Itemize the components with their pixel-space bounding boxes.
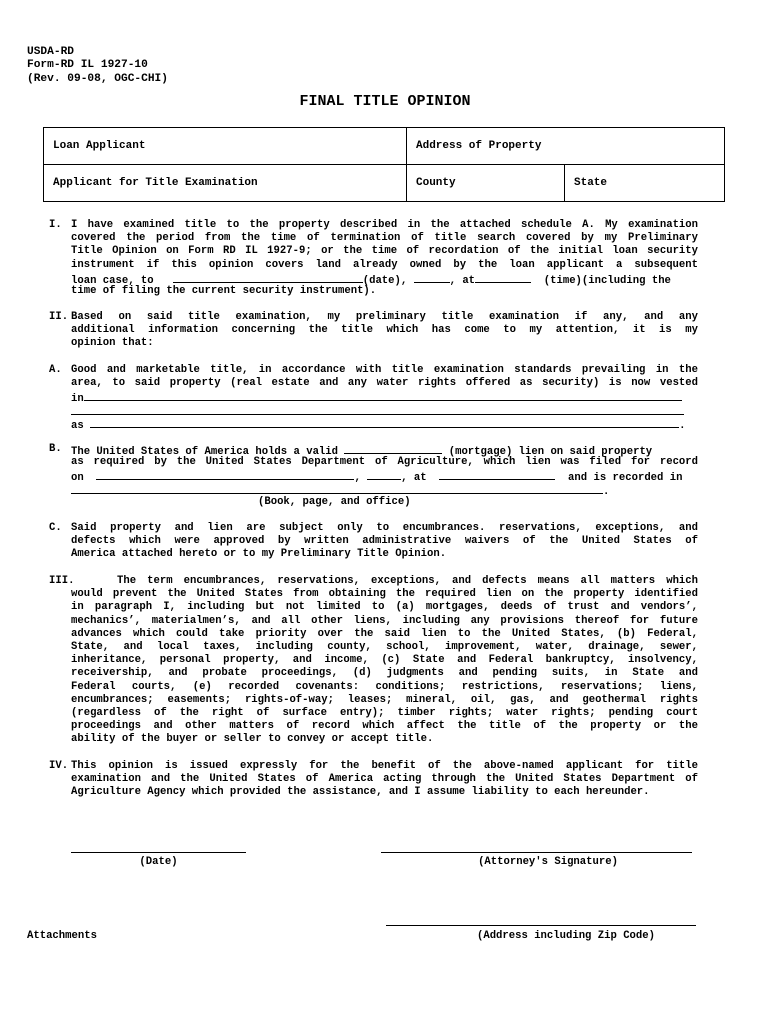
section-i-line: Title Opinion on Form RD IL 1927-9; or the time of recordation of the initial loan security [71,245,698,258]
section-b-book-line [71,483,698,496]
section-b-number: B. [49,443,62,455]
date-blank[interactable] [173,272,363,283]
section-i-line: time of filing the current security instrument). [71,284,377,297]
section-b-line: as required by the United States Department of Agriculture, which lien was filed for record [71,456,698,469]
section-a-text-fragment: in [71,393,84,406]
section-a-vested-line [71,390,698,406]
section-c-number: C. [49,522,62,534]
section-b-record-line [71,469,698,485]
attachments-label: Attachments [27,930,97,942]
section-i-text-fragment: , at [449,274,476,287]
record-year-blank[interactable] [367,469,401,480]
loan-applicant-field[interactable]: Loan Applicant [44,128,407,165]
section-a-as-line [71,417,698,430]
section-b-text-fragment: on [71,472,84,485]
section-iii-line: State, and local taxes, including county, school, improvement, water, drainage, sewer, [71,640,698,653]
section-ii-text [71,311,698,351]
section-iii-line: Federal courts, (e) recorded covenants: conditions; restrictions, reservations; liens, [71,680,698,693]
section-ii-line: additional information concerning the title which has come to my attention, it is my [71,324,698,337]
section-ii-line: opinion that: [71,337,154,350]
section-iii-line: in paragraph I, including but not limited to (a) mortgages, deeds of trust and vendors’, [71,601,698,614]
state-field[interactable]: State [565,165,725,202]
form-header [27,46,168,86]
section-b-end: . [603,485,610,498]
attorney-signature-line[interactable] [381,852,692,853]
attorney-signature-label: (Attorney's Signature) [478,856,618,868]
vested-in-blank-2[interactable] [71,404,684,415]
date-signature-line[interactable] [71,852,246,853]
section-b-text-fragment: (mortgage) lien on said property [448,446,653,458]
applicant-info-table [43,127,725,202]
section-i-line-with-blanks [71,272,698,285]
section-b-text [71,443,698,509]
section-iii-line: encumbrances; easements; rights-of-way; leases; mineral, oil, gas, and geothermal rights [71,693,698,706]
lien-type-blank[interactable] [344,443,442,454]
section-iii-number: III. [49,575,75,587]
section-a-line: Good and marketable title, in accordance with title examination standards prevailing in the [71,364,698,376]
header-agency: USDA-RD [27,46,74,58]
section-a-end: . [679,419,686,432]
section-iii-line: proceedings and other matters of record which affect the title of the property or the [71,720,698,733]
header-revision: (Rev. 09-08, OGC-CHI) [27,72,168,85]
section-iii-line: (regardless of the right of surface entry); timber rights; water rights; pending court [71,706,698,719]
section-b-text-fragment: , [354,472,361,485]
section-iii-line: mechanics’, materialmen’s, and all other liens, including any provisions thereof for future [71,614,698,627]
section-iv-line: examination and the United States of America acting through the United States Department of [71,773,698,786]
record-time-blank[interactable] [439,469,555,480]
section-iv-text [71,760,698,800]
section-c-line: Said property and lien are subject only to encumbrances. reservations, exceptions, and [71,522,698,534]
section-iii-text [71,575,698,746]
section-b-text-fragment: and is recorded in [568,472,683,485]
section-ii-number: II. [49,311,69,323]
section-c-text [71,522,698,562]
section-i-line: I have examined title to the property described in the attached schedule A. My examination [71,219,698,231]
section-i-text-fragment: (time)(including the [543,274,671,287]
section-iii-line: receivership, and probate proceedings, (d) judgments and pending suits, in State and [71,667,698,680]
section-iv-line: This opinion is issued expressly for the benefit of the above-named applicant for title [71,760,698,772]
date-label: (Date) [139,856,178,868]
section-i-text [71,219,698,298]
page-title: FINAL TITLE OPINION [299,93,471,110]
section-b-line-with-blank [71,443,698,456]
section-a-line: area, to said property (real estate and any water rights offered as security) is now vested [71,377,698,390]
address-signature-line[interactable] [386,925,696,926]
section-a-blank-line [71,404,698,417]
year-blank[interactable] [414,272,450,283]
vested-in-blank[interactable] [84,390,682,401]
section-c-line: defects which were approved by written administrative waivers of the United States of [71,535,698,548]
section-iii-line: would prevent the United States from obtaining the required lien on the property identified [71,588,698,601]
section-a-number: A. [49,364,62,376]
section-ii-line: Based on said title examination, my preliminary title examination if any, and any [71,311,698,323]
title-examination-applicant-field[interactable]: Applicant for Title Examination [44,165,407,202]
section-iii-line: The term encumbrances, reservations, exceptions, and defects means all matters which [117,575,698,587]
time-blank[interactable] [475,272,531,283]
section-iv-line: Agriculture Agency which provided the assistance, and I assume liability to each hereunder. [71,786,650,799]
section-a-text-fragment: as [71,419,84,432]
section-i-text-fragment: loan case, to [71,274,154,287]
section-i-number: I. [49,219,62,231]
section-a-text [71,364,698,430]
book-page-office-caption: (Book, page, and office) [258,495,411,508]
section-iv-number: IV. [49,760,69,772]
section-i-line: instrument if this opinion covers land already owned by the loan applicant a subsequent [71,258,698,271]
section-b-text-fragment: The United States of America holds a valid [71,446,339,458]
record-date-blank[interactable] [96,469,354,480]
section-c-line: America attached hereto or to my Preliminary Title Opinion. [71,548,447,561]
vested-as-blank[interactable] [90,417,679,428]
section-i-line: covered the period from the time of termination of title search covered by my Preliminary [71,232,698,245]
section-i-text-fragment: (date), [362,274,408,287]
county-field[interactable]: County [407,165,565,202]
section-iii-line: inheritance, personal property, and income, (c) State and Federal bankruptcy, insolvency, [71,654,698,667]
header-form-number: Form-RD IL 1927-10 [27,59,148,72]
address-label: (Address including Zip Code) [476,930,655,942]
address-of-property-field[interactable]: Address of Property [407,128,725,165]
book-page-office-blank[interactable] [71,483,603,494]
section-iii-line: ability of the buyer or seller to convey or accept title. [71,733,434,746]
section-iii-line: advances which could take priority over the said lien to the United States, (b) Federal, [71,627,698,640]
section-b-text-fragment: , at [401,472,427,485]
